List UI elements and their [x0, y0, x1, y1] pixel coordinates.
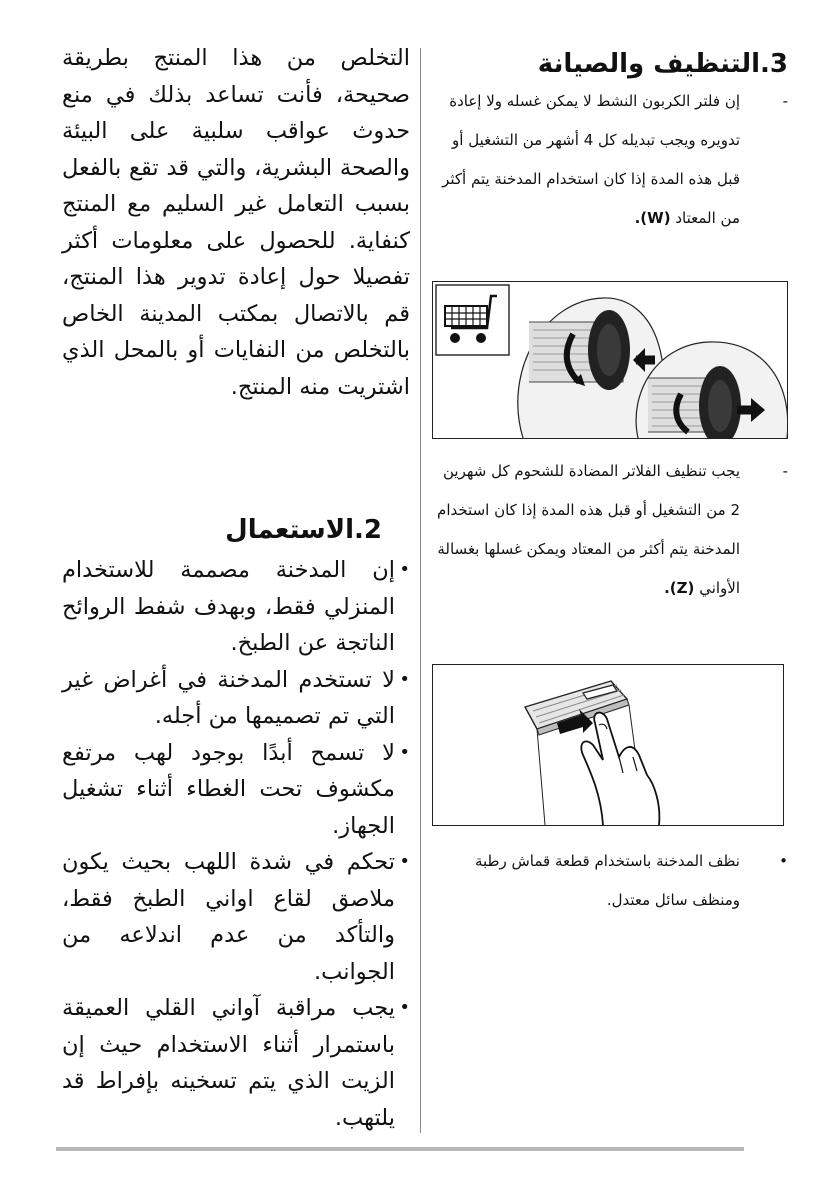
- hand-drawing: [581, 713, 659, 825]
- usage-item: [62, 662, 410, 735]
- bullet-mark: •: [399, 851, 410, 872]
- bullet-mark: •: [399, 559, 410, 580]
- dash-mark: -: [782, 462, 788, 480]
- grease-filter-block: [432, 452, 788, 608]
- grease-filter-text: يجب تنظيف الفلاتر المضادة للشحوم كل شهرين 2 من التشغيل أو قبل هذه المدة إذا كان استخدام المدخنة يتم أكثر من المعتاد ويمكن غسلها بغسالة الأواني: [437, 462, 740, 597]
- grease-filter-ref: (Z).: [664, 579, 695, 597]
- usage-item: [62, 844, 410, 990]
- bullet-mark: •: [399, 668, 410, 690]
- carbon-filter-illustration: [433, 282, 787, 438]
- shopping-cart-icon: [436, 285, 509, 355]
- carbon-filter-text: إن فلتر الكربون النشط لا يمكن غسله ولا إعادة تدويره ويجب تبديله كل 4 أشهر من التشغيل أو قبل هذه المدة إذا كان استخدام المدخنة يتم أكثر من المعتاد: [442, 92, 740, 227]
- carbon-filter-ref: (W).: [634, 209, 671, 227]
- cleaning-note-text: نظف المدخنة باستخدام قطعة قماش رطبة ومنظف سائل معتدل.: [474, 852, 740, 909]
- maintenance-heading: 3.التنظيف والصيانة: [537, 49, 788, 79]
- carbon-filter-figure: [432, 281, 788, 439]
- cleaning-note-block: [432, 842, 788, 920]
- usage-item-text: لا تسمح أبدًا بوجود لهب مرتفع مكشوف تحت الغطاء أثناء تشغيل الجهاز.: [62, 739, 395, 839]
- usage-item: [62, 735, 410, 845]
- usage-heading: 2.الاستعمال: [225, 515, 382, 545]
- grease-filter-illustration: [433, 665, 783, 825]
- usage-item-text: يجب مراقبة آواني القلي العميقة باستمرار أثناء الاستخدام حيث إن الزيت الذي يتم تسخينه بإفراط قد يلتهب.: [62, 995, 395, 1131]
- column-divider: [420, 48, 421, 1133]
- usage-item: [62, 990, 410, 1136]
- dash-mark: -: [782, 92, 788, 110]
- disposal-paragraph: التخلص من هذا المنتج بطريقة صحيحة، فأنت تساعد بذلك في منع حدوث عواقب سلبية على البيئة والصحة البشرية، والتي قد تقع بالفعل بسبب التعامل غير السليم مع المنتج كنفاية. للحصول على معلومات أكثر تفصيلا حول إعادة تدوير هذا المنتج، قم بالاتصال بمكتب المدينة الخاص بالتخلص من النفايات أو بالمحل الذي اشتريت منه المنتج.: [62, 45, 410, 400]
- carbon-filter-block: [432, 82, 788, 238]
- footer-rule: [56, 1147, 744, 1151]
- usage-item-text: لا تستخدم المدخنة في أغراض غير التي تم تصميمها من أجله.: [62, 666, 395, 729]
- usage-item-text: إن المدخنة مصممة للاستخدام المنزلي فقط، وبهدف شفط الروائح الناتجة عن الطبخ.: [62, 557, 395, 656]
- usage-item-text: تحكم في شدة اللهب بحيث يكون ملاصق لقاع اواني الطبخ فقط، والتأكد من عدم اندلاعه من الجوانب.: [62, 849, 395, 985]
- grease-filter-figure: [432, 664, 784, 826]
- bullet-mark: •: [399, 741, 410, 763]
- usage-list: [62, 552, 410, 1136]
- usage-item: [62, 552, 410, 662]
- bullet-mark: •: [779, 852, 788, 870]
- bullet-mark: •: [399, 997, 410, 1018]
